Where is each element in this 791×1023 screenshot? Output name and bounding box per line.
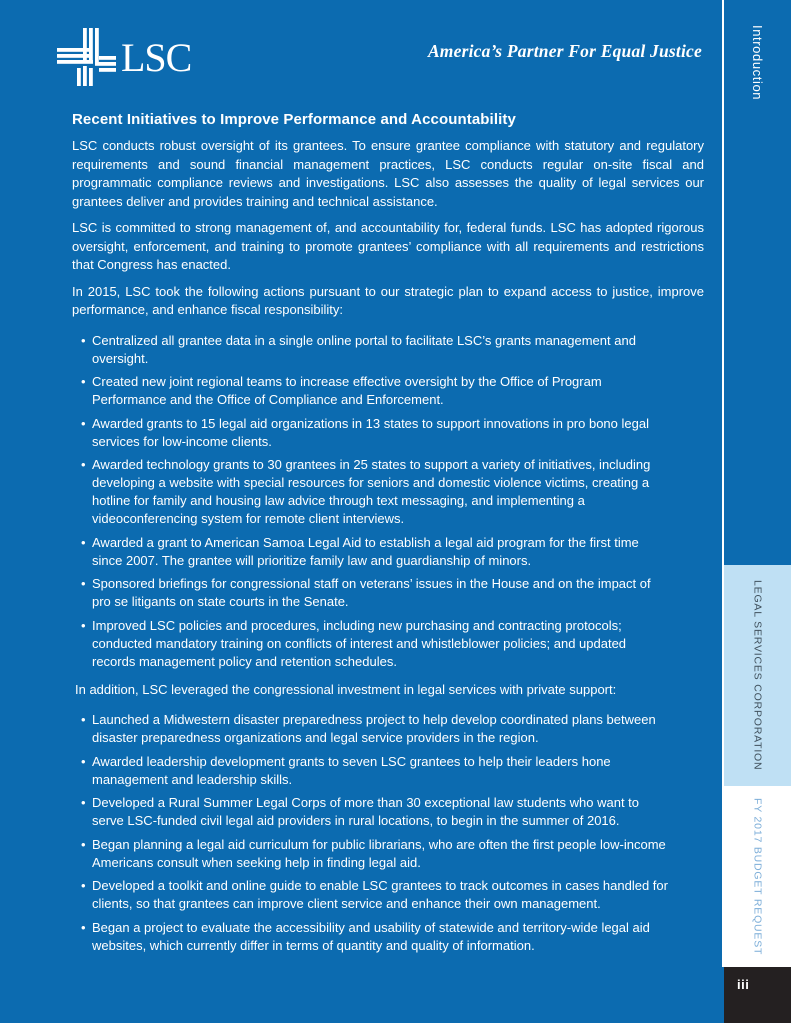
paragraph-2015-actions: In 2015, LSC took the following actions pursuant to our strategic plan to expand access to justice, improve performance, and enhance fiscal responsibility: <box>72 283 704 317</box>
initiatives-list-2015 <box>83 332 704 671</box>
list-item: • Awarded leadership development grants to seven LSC grantees to help their leaders hone management and leadership skills. <box>83 753 671 789</box>
paragraph-accountability: LSC is committed to strong management of, and accountability for, federal funds. LSC has adopted rigorous oversight, enforcement, and training to promote grantees’ compliance with all requirements and restrictions that Congress has enacted. <box>72 220 704 272</box>
page-number-box <box>724 967 791 1023</box>
org-band <box>724 565 791 786</box>
main-content <box>72 110 704 965</box>
list-item: • Launched a Midwestern disaster preparedness project to help develop coordinated plans between disaster preparedness organizations and legal service providers in the region. <box>83 711 671 747</box>
paragraph-private-support: In addition, LSC leveraged the congressional investment in legal services with private support: <box>75 681 617 697</box>
list-item: • Improved LSC policies and procedures, including new purchasing and contracting protocols; conducted mandatory training on conflicts of interest and whistleblower policies; and updated records management policy and retention schedules. <box>83 617 671 671</box>
lsc-logo-mark-icon <box>57 26 117 88</box>
list-item: • Centralized all grantee data in a single online portal to facilitate LSC’s grants management and oversight. <box>83 332 671 368</box>
tagline: America’s Partner For Equal Justice <box>427 41 702 61</box>
paragraph-oversight: LSC conducts robust oversight of its grantees. To ensure grantee compliance with statutory and regulatory requirements and sound financial management practices, LSC conducts regular on-site fiscal and programmatic compliance reviews and investigations. LSC also assesses the quality of legal services our grantees deliver and provides training and technical assistance. <box>72 138 704 209</box>
list-item: • Awarded grants to 15 legal aid organizations in 13 states to support innovations in pro bono legal services for low-income clients. <box>83 415 671 451</box>
list-item: • Began a project to evaluate the accessibility and usability of statewide and territory-wide legal aid websites, which currently differ in terms of quantity and quality of information. <box>83 919 671 955</box>
doc-title-band <box>724 786 791 967</box>
list-item: • Sponsored briefings for congressional staff on veterans’ issues in the House and on the impact of pro se litigants on state courts in the Senate. <box>83 575 671 611</box>
list-item: • Developed a toolkit and online guide to enable LSC grantees to track outcomes in cases handled for clients, so that grantees can improve client service and enhance their own management. <box>83 877 671 913</box>
list-item: • Awarded a grant to American Samoa Legal Aid to establish a legal aid program for the first time since 2007. The grantee will prioritize family law and guardianship of minors. <box>83 534 671 570</box>
page-number: iii <box>737 977 750 992</box>
list-item: • Developed a Rural Summer Legal Corps of more than 30 exceptional law students who want to serve LSC-funded civil legal aid providers in rural locations, to begin in the summer of 2016. <box>83 794 671 830</box>
lsc-logo-text: LSC <box>121 35 192 80</box>
list-item: • Awarded technology grants to 30 grantees in 25 states to support a variety of initiatives, including developing a website with special resources for seniors and domestic violence victims, creating a hotline for family and housing law advice through text messaging, and implementing a videoconferencing system for remote client interviews. <box>83 456 671 528</box>
doc-title-label: FY 2017 BUDGET REQUEST <box>751 797 764 956</box>
list-item: • Created new joint regional teams to increase effective oversight by the Office of Program Performance and the Office of Compliance and Enforcement. <box>83 373 671 409</box>
private-support-list <box>83 711 704 955</box>
list-item: • Began planning a legal aid curriculum for public librarians, who are often the first people low-income Americans consult when seeking help in finding legal aid. <box>83 836 671 872</box>
org-band-label: LEGAL SERVICES CORPORATION <box>751 580 764 771</box>
sidebar-section-label: Introduction <box>750 25 765 101</box>
lsc-logo <box>57 26 191 88</box>
sidebar <box>724 0 791 1023</box>
section-heading: Recent Initiatives to Improve Performance and Accountability <box>72 111 516 128</box>
